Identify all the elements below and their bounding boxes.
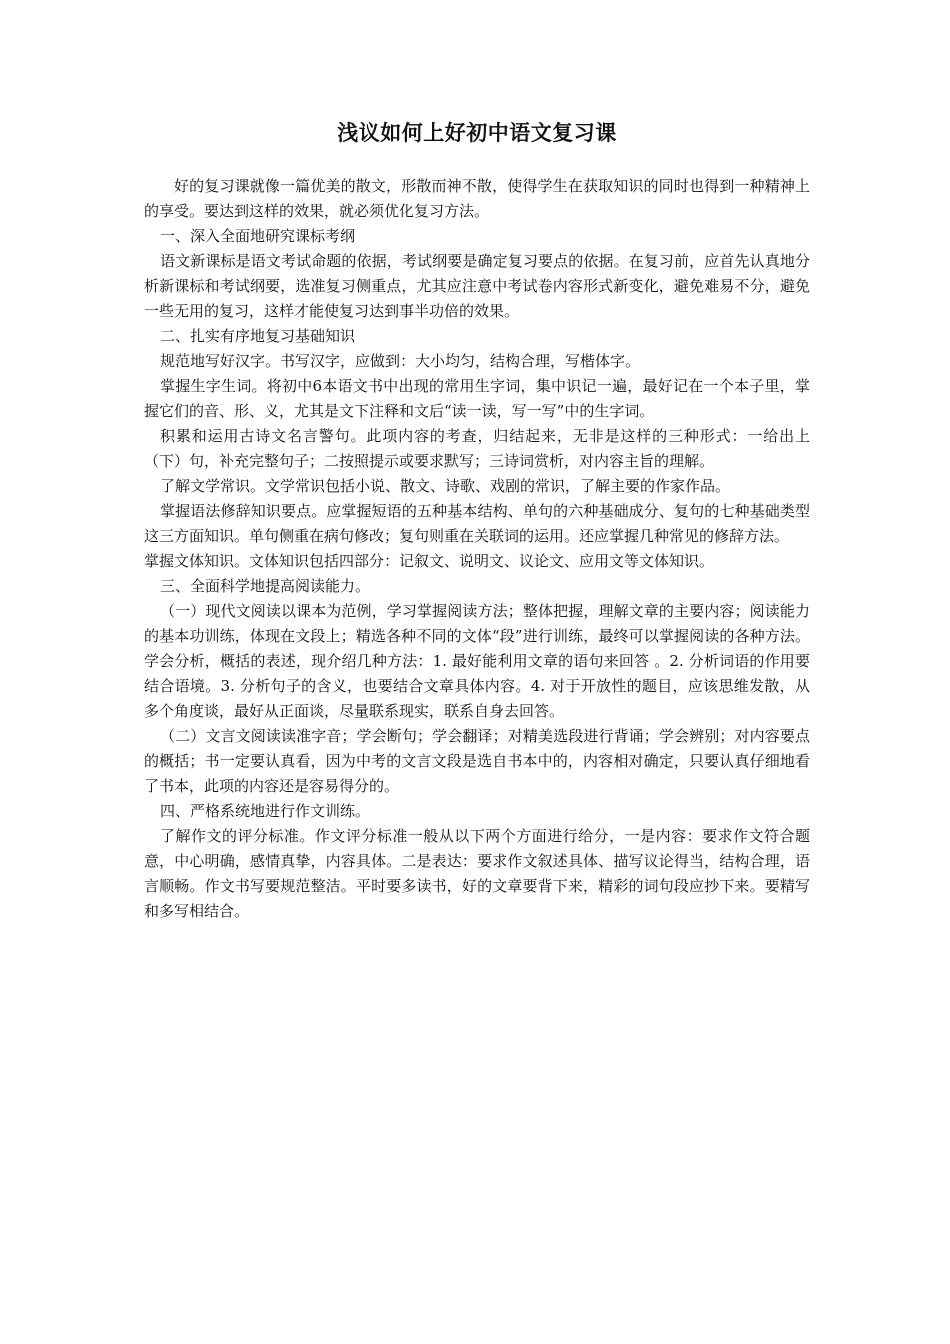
body-paragraph: 掌握文体知识。文体知识包括四部分：记叙文、说明文、议论文、应用文等文体知识。 — [144, 552, 715, 570]
body-paragraph: 积累和运用古诗文名言警句。此项内容的考查，归结起来，无非是这样的三种形式：一给出上（下）句，补充完整句子；二按照提示或要求默写；三诗词赏析，对内容主旨的理解。 — [144, 427, 810, 470]
document-title: 浅议如何上好初中语文复习课 — [337, 120, 617, 145]
body-paragraph: 语文新课标是语文考试命题的依据，考试纲要是确定复习要点的依据。在复习前，应首先认真地分析新课标和考试纲要，选准复习侧重点，尤其应注意中考试卷内容形式新变化，避免难易不分，避免一些无用的复习，这样才能使复习达到事半功倍的效果。 — [144, 252, 810, 320]
body-paragraph: 了解文学常识。文学常识包括小说、散文、诗歌、戏剧的常识，了解主要的作家作品。 — [160, 477, 731, 495]
body-paragraph: （一）现代文阅读以课本为范例，学习掌握阅读方法；整体把握，理解文章的主要内容；阅读能力的基本功训练，体现在文段上；精选各种不同的文体“段”进行训练，最终可以掌握阅读的各种方法。学会分析，概括的表述，现介绍几种方法：1. 最好能利用文章的语句来回答 。2. 分析词语的作用要结合语境。3. 分析句子的含义，也要结合文章具体内容。4. 对于开放性的题目，应该思维发散，从多个角度谈，最好从正面谈，尽量联系现实，联系自身去回答。 — [144, 602, 810, 720]
body-paragraph: 三、全面科学地提高阅读能力。 — [160, 577, 371, 595]
body-paragraph: （二）文言文阅读读准字音；学会断句；学会翻译；对精美选段进行背诵；学会辨别；对内容要点的概括；书一定要认真看，因为中考的文言文段是选自书本中的，内容相对确定，只要认真仔细地看了书本，此项的内容还是容易得分的。 — [144, 727, 810, 795]
body-paragraph: 了解作文的评分标准。作文评分标准一般从以下两个方面进行给分，一是内容：要求作文符合题意，中心明确，感情真挚，内容具体。二是表达：要求作文叙述具体、描写议论得当，结构合理，语言顺畅。作文书写要规范整洁。平时要多读书，好的文章要背下来，精彩的词句段应抄下来。要精写和多写相结合。 — [144, 827, 810, 920]
body-paragraph: 规范地写好汉字。书写汉字，应做到：大小均匀，结构合理，写楷体字。 — [160, 352, 641, 370]
body-paragraph: 一、深入全面地研究课标考纲 — [160, 227, 356, 245]
body-paragraph: 好的复习课就像一篇优美的散文，形散而神不散，使得学生在获取知识的同时也得到一种精神上的享受。要达到这样的效果，就必须优化复习方法。 — [144, 177, 810, 220]
document-page — [144, 118, 810, 924]
body-paragraph: 掌握生字生词。将初中6本语文书中出现的常用生字词，集中识记一遍，最好记在一个本子里，掌握它们的音、形、义，尤其是文下注释和文后“读一读，写一写”中的生字词。 — [144, 377, 810, 420]
body-paragraph: 二、扎实有序地复习基础知识 — [160, 327, 356, 345]
document-body — [144, 174, 810, 924]
body-paragraph: 掌握语法修辞知识要点。应掌握短语的五种基本结构、单句的六种基础成分、复句的七种基础类型这三方面知识。单句侧重在病句修改；复句则重在关联词的运用。还应掌握几种常见的修辞方法。 — [144, 502, 810, 545]
body-paragraph: 四、严格系统地进行作文训练。 — [160, 802, 371, 820]
